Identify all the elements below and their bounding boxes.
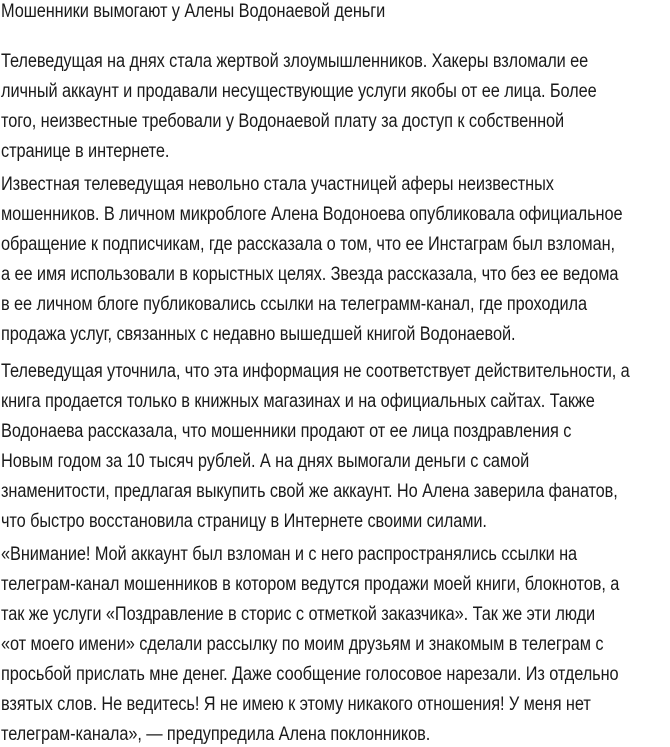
paragraph-line: взятых слов. Не ведитесь! Я не имею к этому никакого отношения! У меня нет [1, 694, 591, 715]
paragraph-line: того, неизвестные требовали у Водонаевой плату за доступ к собственной [1, 111, 565, 132]
paragraph-line: знаменитости, предлагая выкупить свой же аккаунт. Но Алена заверила фанатов, [1, 481, 618, 502]
paragraph-line: что быстро восстановила страницу в Интернете своими силами. [1, 511, 487, 532]
paragraph-line: а ее имя использовали в корыстных целях. Звезда рассказала, что без ее ведома [1, 264, 619, 285]
paragraph-line: Известная телеведущая невольно стала участницей аферы неизвестных [1, 174, 554, 195]
paragraph-line: «Внимание! Мой аккаунт был взломан и с него распространялись ссылки на [1, 544, 578, 565]
paragraph-line: мошенников. В личном микроблоге Алена Водоноева опубликовала официальное [1, 204, 623, 225]
paragraph-line: Новым годом за 10 тысяч рублей. А на днях вымогали деньги с самой [1, 451, 530, 472]
paragraph-line: Телеведущая уточнила, что эта информация не соответствует действительности, а [1, 361, 630, 382]
paragraph-line: «от моего имени» сделали рассылку по моим друзьям и знакомым в телеграм с [1, 634, 604, 655]
paragraph-line: так же услуги «Поздравление в сторис с отметкой заказчика». Так же эти люди [1, 604, 596, 625]
paragraph-line: книга продается только в книжных магазинах и на официальных сайтах. Также [1, 391, 595, 412]
paragraph-line: телеграм-канала», — предупредила Алена поклонников. [1, 724, 431, 745]
article-title: Мошенники вымогают у Алены Водонаевой деньги [1, 1, 386, 22]
paragraph-line: личный аккаунт и продавали несуществующие услуги якобы от ее лица. Более [1, 81, 597, 102]
paragraph-line: телеграм-канал мошенников в котором ведутся продажи моей книги, блокнотов, а [1, 574, 620, 595]
paragraph-line: продажа услуг, связанных с недавно вышедшей книгой Водонаевой. [1, 324, 516, 345]
paragraph-line: странице в интернете. [1, 141, 170, 162]
paragraph-line: Телеведущая на днях стала жертвой злоумышленников. Хакеры взломали ее [1, 51, 589, 72]
paragraph-line: обращение к подписчикам, где рассказала о том, что ее Инстаграм был взломан, [1, 234, 615, 255]
paragraph-line: просьбой прислать мне денег. Даже сообщение голосовое нарезали. Из отдельно [1, 664, 619, 685]
paragraph-line: в ее личном блоге публиковались ссылки на телеграмм-канал, где проходила [1, 294, 587, 315]
paragraph-line: Водонаева рассказала, что мошенники продают от ее лица поздравления с [1, 421, 572, 442]
